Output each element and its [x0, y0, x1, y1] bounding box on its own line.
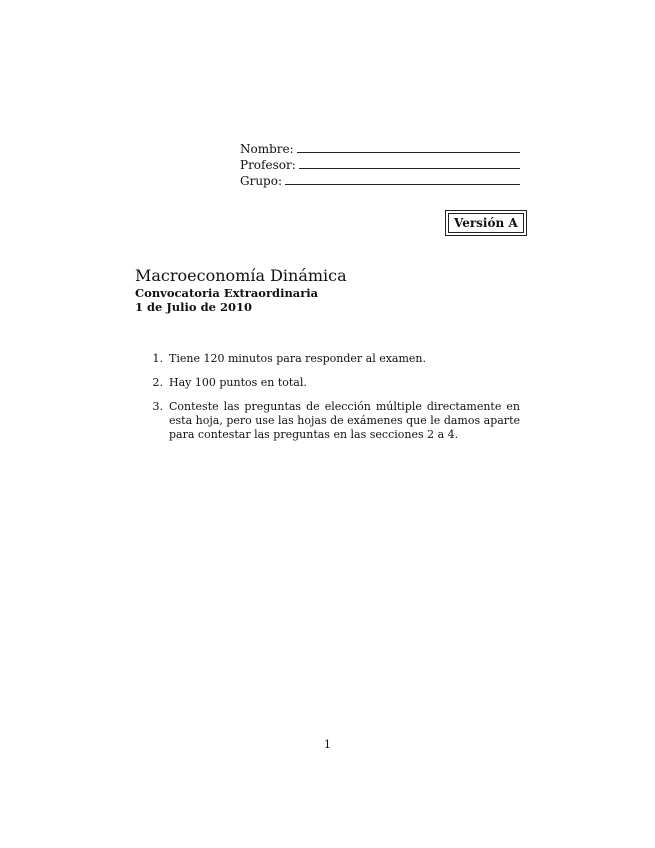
- professor-field[interactable]: [240, 156, 520, 172]
- list-item: [135, 376, 520, 390]
- group-field[interactable]: [240, 172, 520, 188]
- exam-header: [135, 266, 347, 314]
- group-line[interactable]: [285, 184, 520, 185]
- name-label: Nombre:: [240, 142, 294, 156]
- list-item-text: Tiene 120 minutos para responder al examen.: [169, 352, 426, 365]
- course-title: Macroeconomía Dinámica: [135, 266, 347, 285]
- list-item: [135, 400, 520, 442]
- instructions-list: [135, 352, 520, 452]
- page-number: 1: [324, 738, 331, 751]
- name-line[interactable]: [297, 152, 520, 153]
- list-item-text: Hay 100 puntos en total.: [169, 376, 307, 389]
- student-info-fields: [240, 140, 520, 188]
- professor-line[interactable]: [299, 168, 520, 169]
- name-field[interactable]: [240, 140, 520, 156]
- exam-date: 1 de Julio de 2010: [135, 300, 252, 314]
- exam-session: Convocatoria Extraordinaria: [135, 286, 319, 300]
- professor-label: Profesor:: [240, 158, 296, 172]
- version-box: [445, 210, 527, 236]
- group-label: Grupo:: [240, 174, 282, 188]
- list-item: [135, 352, 520, 366]
- list-item-text: Conteste las preguntas de elección múltiple directamente en esta hoja, pero use las hojas de exámenes que le damos aparte para contestar las preguntas en las secciones 2 a 4.: [169, 400, 520, 441]
- list-item-number: 3.: [152, 400, 163, 413]
- version-label: Versión A: [448, 213, 524, 233]
- list-item-number: 1.: [152, 352, 163, 365]
- list-item-number: 2.: [152, 376, 163, 389]
